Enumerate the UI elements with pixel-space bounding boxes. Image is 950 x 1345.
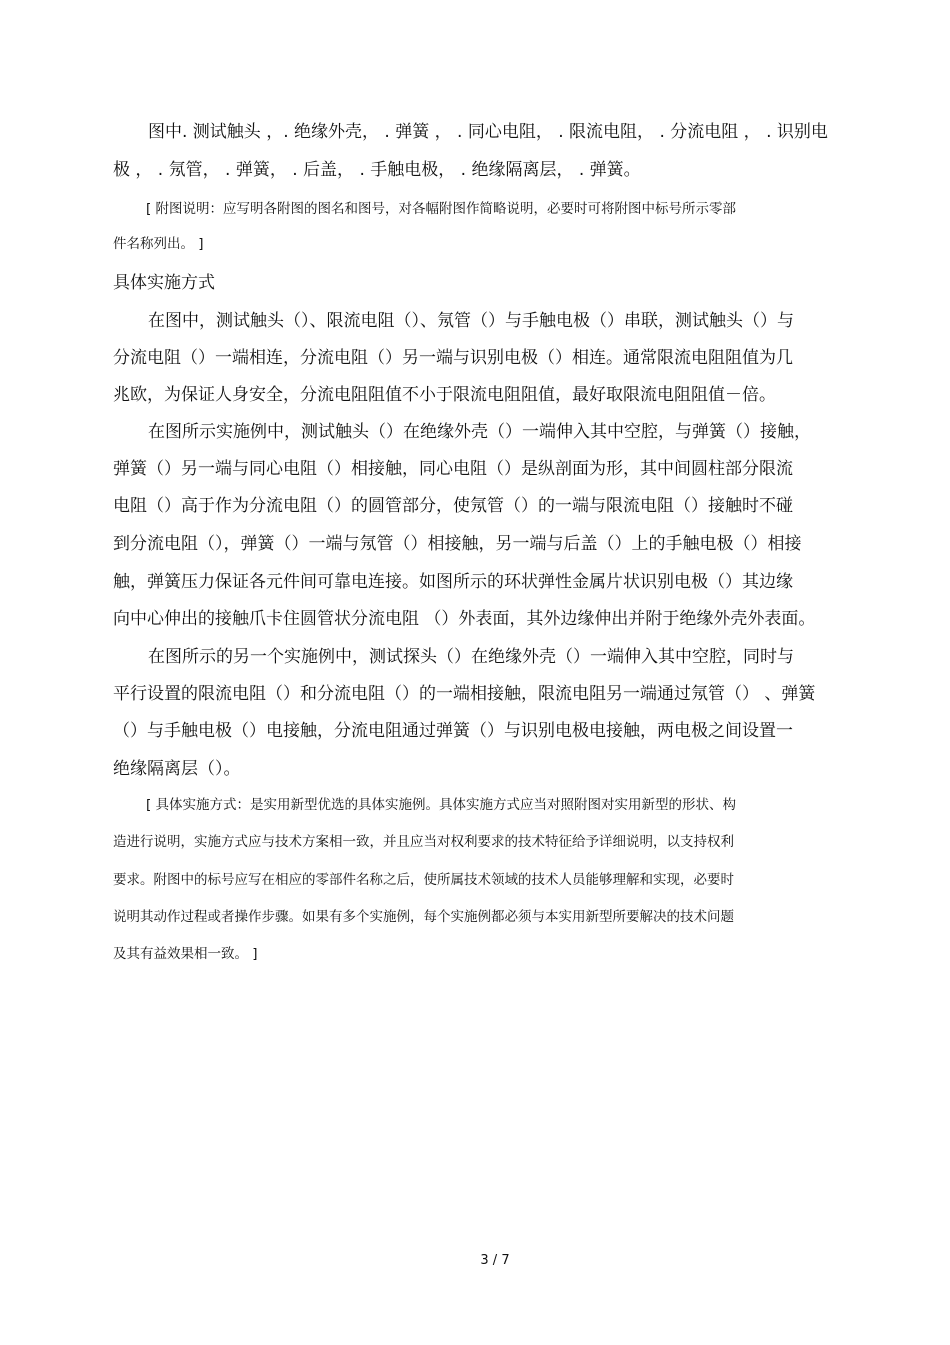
paragraph-3-line-3: （）与手触电极（）电接触，分流电阻通过弹簧（）与识别电极电接触，两电极之间设置一 (113, 721, 793, 741)
embodiment-note-line-2: 造进行说明，实施方式应与技术方案相一致，并且应当对权利要求的技术特征给予详细说明，以支持权利 (113, 834, 734, 850)
embodiment-note-line-4: 说明其动作过程或者操作步骤。如果有多个实施例，每个实施例都必须与本实用新型所要解决的技术问题 (113, 909, 734, 925)
paragraph-2-line-5: 触，弹簧压力保证各元件间可靠电连接。如图所示的环状弹性金属片状识别电极（）其边缘 (113, 572, 793, 592)
section-heading: 具体实施方式 (113, 273, 215, 293)
embodiment-note-line-5: 及其有益效果相一致。 ] (113, 946, 258, 962)
paragraph-2-line-2: 弹簧（）另一端与同心电阻（）相接触，同心电阻（）是纵剖面为形，其中间圆柱部分限流 (113, 459, 793, 479)
figure-note-line-1: [ 附图说明：应写明各附图的图名和图号，对各幅附图作简略说明，必要时可将附图中标号所示零部 (146, 201, 737, 217)
paragraph-2-line-1: 在图所示实施例中，测试触头（）在绝缘外壳（）一端伸入其中空腔，与弹簧（）接触， (148, 422, 811, 442)
embodiment-note-line-1: [ 具体实施方式：是实用新型优选的具体实施例。具体实施方式应当对照附图对实用新型的形状、构 (146, 797, 737, 813)
page-number: 3 / 7 (480, 1253, 510, 1268)
paragraph-2-line-6: 向中心伸出的接触爪卡住圆管状分流电阻 （）外表面，其外边缘伸出并附于绝缘外壳外表面。 (113, 609, 816, 629)
paragraph-2-line-4: 到分流电阻（），弹簧（）一端与氖管（）相接触，另一端与后盖（）上的手触电极（）相接 (113, 534, 802, 554)
paragraph-1-line-3: 兆欧，为保证人身安全，分流电阻阻值不小于限流电阻阻值，最好取限流电阻阻值－倍。 (113, 385, 776, 405)
figure-legend-line-1: 图中. 测试触头 ，. 绝缘外壳， . 弹簧 ， . 同心电阻， . 限流电阻， . 分流电阻 ， . 识别电 (148, 122, 828, 142)
figure-note-line-2: 件名称列出。 ] (113, 236, 204, 252)
embodiment-note-line-3: 要求。附图中的标号应写在相应的零部件名称之后，使所属技术领域的技术人员能够理解和实现，必要时 (113, 872, 734, 888)
paragraph-3-line-1: 在图所示的另一个实施例中，测试探头（）在绝缘外壳（）一端伸入其中空腔，同时与 (148, 647, 794, 667)
paragraph-1-line-1: 在图中，测试触头（）、限流电阻（）、氖管（）与手触电极（）串联，测试触头（）与 (148, 311, 794, 331)
paragraph-3-line-4: 绝缘隔离层（）。 (113, 759, 241, 779)
paragraph-3-line-2: 平行设置的限流电阻（）和分流电阻（）的一端相接触，限流电阻另一端通过氖管（） 、弹簧 (113, 684, 816, 704)
figure-legend-line-2: 极 ， . 氖管， . 弹簧， . 后盖， . 手触电极， . 绝缘隔离层， . 弹簧。 (113, 160, 641, 180)
paragraph-2-line-3: 电阻（）高于作为分流电阻（）的圆管部分，使氖管（）的一端与限流电阻（）接触时不碰 (113, 496, 793, 516)
paragraph-1-line-2: 分流电阻（）一端相连，分流电阻（）另一端与识别电极（）相连。通常限流电阻阻值为几 (113, 348, 793, 368)
